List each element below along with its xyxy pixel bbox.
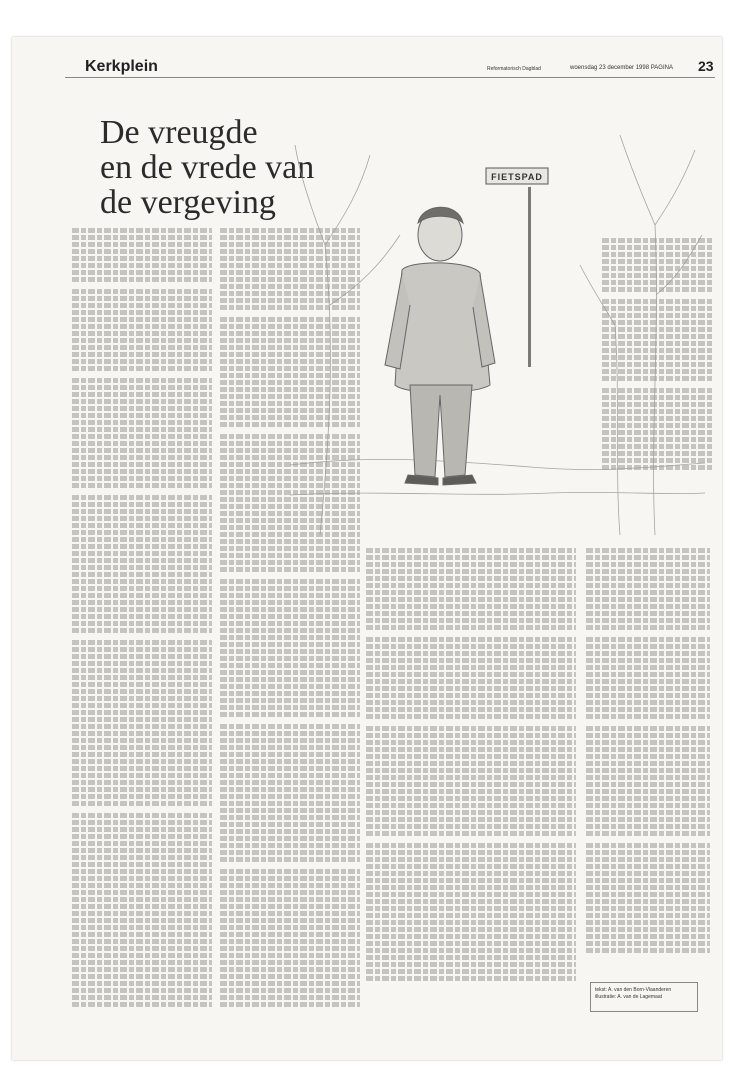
article-credits [590,982,698,1012]
text-column-1 [72,228,212,1008]
text-credit: tekst: A. van den Born-Vlaanderen [595,987,672,993]
newspaper-name: Reformatorisch Dagblad [487,66,541,72]
headline-line-2: en de vrede van [100,149,315,186]
sign-text: FIETSPAD [491,172,543,182]
text-column-4 [586,548,710,973]
headline-line-3: de vergeving [100,184,276,221]
page-number: 23 [698,58,714,74]
text-column-5 [602,238,712,538]
section-title: Kerkplein [85,58,158,75]
date-line: woensdag 23 december 1998 PAGINA [570,65,673,71]
text-column-3 [366,548,576,1008]
text-column-2 [220,228,360,1008]
headline-line-1: De vreugde [100,114,258,151]
illustration-credit: illustratie: A. van de Lagemaat [595,994,662,1000]
